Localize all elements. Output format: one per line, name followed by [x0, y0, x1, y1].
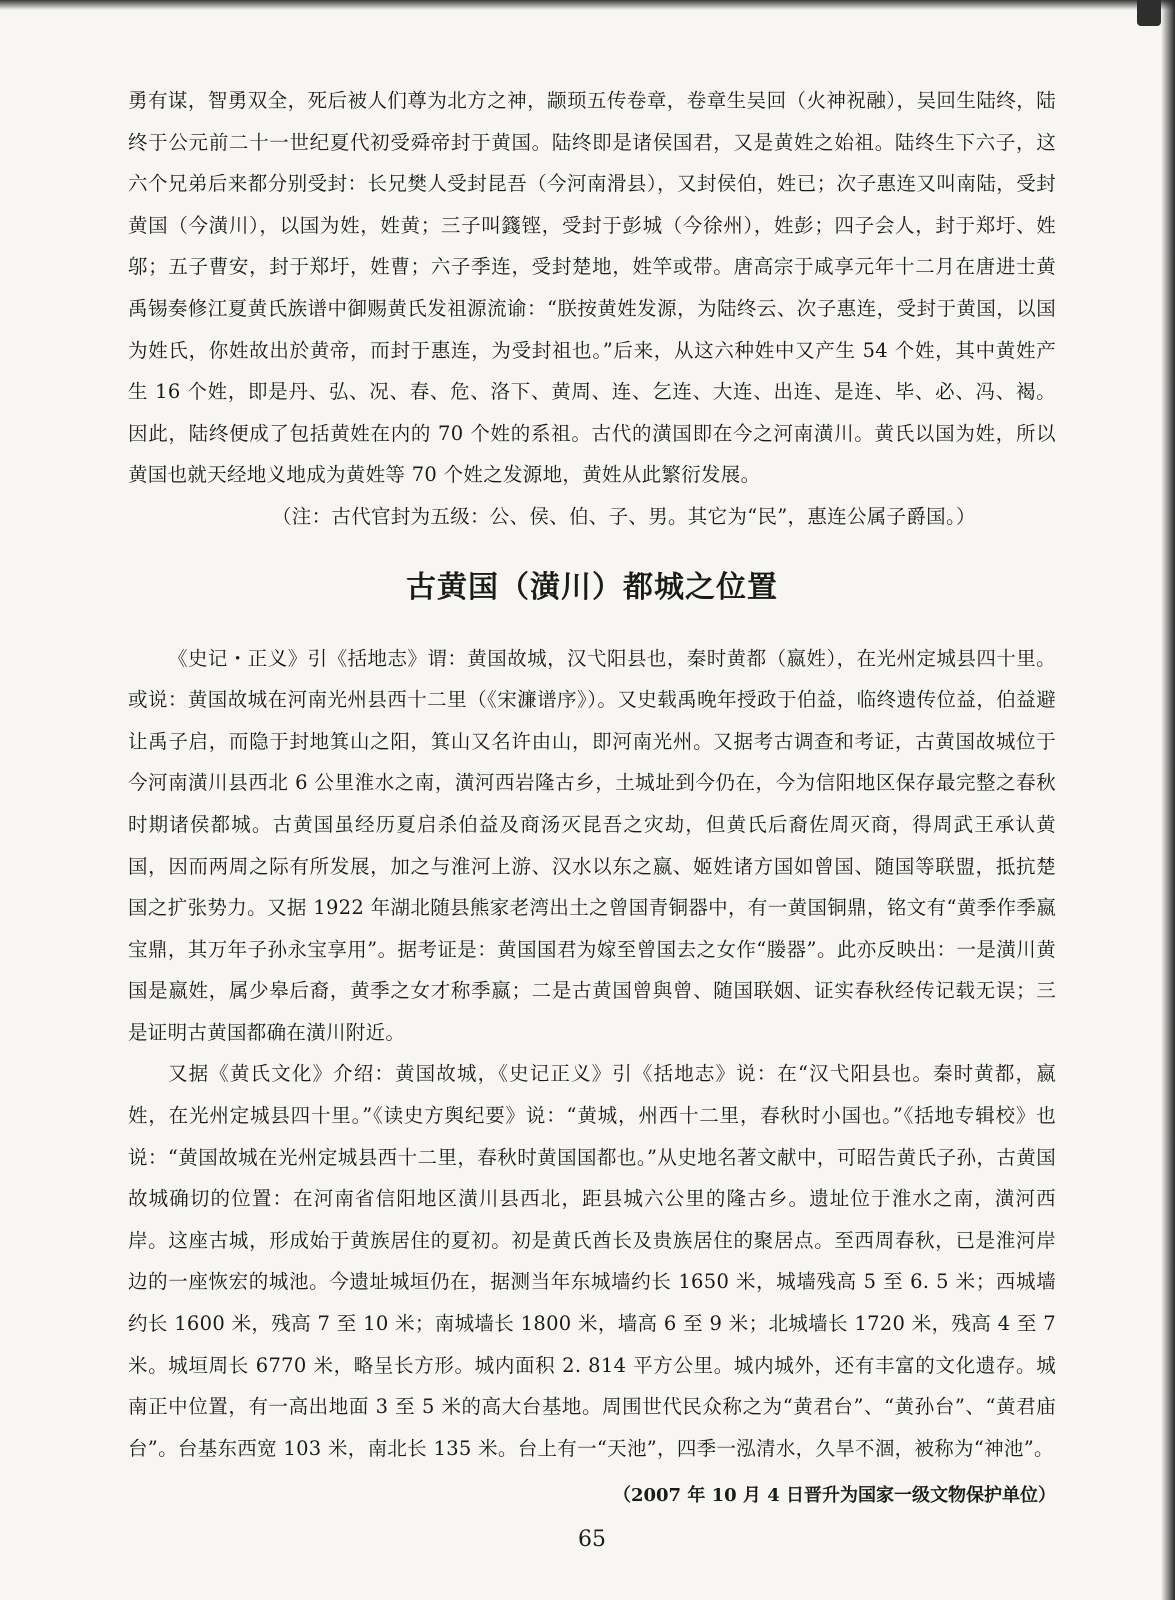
document-page [128, 80, 1056, 1555]
section-title: 古黄国（潢川）都城之位置 [406, 569, 778, 605]
paragraph-location-1: 《史记・正义》引《括地志》谓：黄国故城，汉弋阳县也，秦时黄都（嬴姓），在光州定城县四十里。或说：黄国故城在河南光州县西十二里（《宋濂谱序》）。又史载禹晚年授政于伯益，临终遗传位益，伯益避让禹子启，而隐于封地箕山之阳，箕山又名许由山，即河南光州。又据考古调查和考证，古黄国故城位于今河南潢川县西北 6 公里淮水之南，潢河西岩隆古乡，土城址到今仍在，今为信阳地区保存最完整之春秋时期诸侯都城。古黄国虽经历夏启杀伯益及商汤灭昆吾之灾劫，但黄氏后裔佐周灭商，得周武王承认黄国，因而两周之际有所发展，加之与淮河上游、汉水以东之嬴、姬姓诸方国如曾国、随国等联盟，抵抗楚国之扩张势力。又据 1922 年湖北随县熊家老湾出土之曾国青铜器中，有一黄国铜鼎，铭文有“黄季作季嬴宝鼎，其万年子孙永宝享用”。据考证是：黄国国君为嫁至曾国去之女作“媵器”。此亦反映出：一是潢川黄国是嬴姓，属少皋后裔，黄季之女才称季嬴；二是古黄国曾與曾、随国联姻、证实春秋经传记载无误；三是证明古黄国都确在潢川附近。 [128, 646, 1056, 1044]
paragraph-origin: 勇有谋，智勇双全，死后被人们尊为北方之神，颛顼五传卷章，卷章生吴回（火神祝融），吴回生陆终，陆终于公元前二十一世纪夏代初受舜帝封于黄国。陆终即是诸侯国君，又是黄姓之始祖。陆终生下六子，这六个兄弟后来都分别受封：长兄樊人受封昆吾（今河南滑县），又封侯伯，姓已；次子惠连又叫南陆，受封黄国（今潢川），以国为姓，姓黄；三子叫籛铿，受封于彭城（今徐州），姓彭；四子会人，封于郑圩、姓邬；五子曹安，封于郑圩，姓曹；六子季连，受封楚地，姓竿或带。唐高宗于咸享元年十二月在唐进士黄禹锡奏修江夏黄氏族谱中御赐黄氏发祖源流谕：“朕按黄姓发源，为陆终云、次子惠连，受封于黄国，以国为姓氏，你姓故出於黄帝，而封于惠连，为受封祖也。”后来，从这六种姓中又产生 54 个姓，其中黄姓产生 16 个姓，即是丹、弘、况、春、危、洛下、黄周、连、乞连、大连、出连、是连、毕、必、冯、褐。因此，陆终便成了包括黄姓在内的 70 个姓的系祖。古代的潢国即在今之河南潢川。黄氏以国为姓，所以黄国也就天经地义地成为黄姓等 70 个姓之发源地，黄姓从此繁衍发展。 [128, 89, 1056, 487]
scan-edge-right [1161, 0, 1175, 1600]
note-ranks: （注：古代官封为五级：公、侯、伯、子、男。其它为“民”，惠连公属子爵国。） [272, 504, 976, 528]
paragraph-location-2: 又据《黄氏文化》介绍：黄国故城，《史记正义》引《括地志》说：在“汉弋阳县也。秦时黄都，嬴姓，在光州定城县四十里。”《读史方舆纪要》说：“黄城，州西十二里，春秋时小国也。”《括地专辑校》也说：“黄国故城在光州定城县西十二里，春秋时黄国国都也。”从史地名著文献中，可昭告黄氏子孙，古黄国故城确切的位置：在河南省信阳地区潢川县西北，距县城六公里的隆古乡。遗址位于淮水之南，潢河西岸。这座古城，形成始于黄族居住的夏初。初是黄氏酋长及贵族居住的聚居点。至西周春秋，已是淮河岸边的一座恢宏的城池。今遗址城垣仍在，据测当年东城墙约长 1650 米，城墙残高 5 至 6. 5 米；西城墙约长 1600 米，残高 7 至 10 米；南城墙长 1800 米，墙高 6 至 9 米；北城墙长 1720 米，残高 4 至 7 米。城垣周长 6770 米，略呈长方形。城内面积 2. 814 平方公里。城内城外，还有丰富的文化遗存。城南正中位置，有一高出地面 3 至 5 米的高大台基地。周围世代民众称之为“黄君台”、“黄孙台”、“黄君庙台”。台基东西宽 103 米，南北长 135 米。台上有一“天池”，四季一泓清水，久旱不涸，被称为“神池”。 [128, 1062, 1056, 1460]
page-number: 65 [578, 1527, 606, 1553]
footnote-heritage: （2007 年 10 月 4 日晋升为国家一级文物保护单位） [612, 1485, 1056, 1507]
scan-corner-mark [1137, 0, 1161, 26]
scan-edge-top [0, 0, 1175, 10]
